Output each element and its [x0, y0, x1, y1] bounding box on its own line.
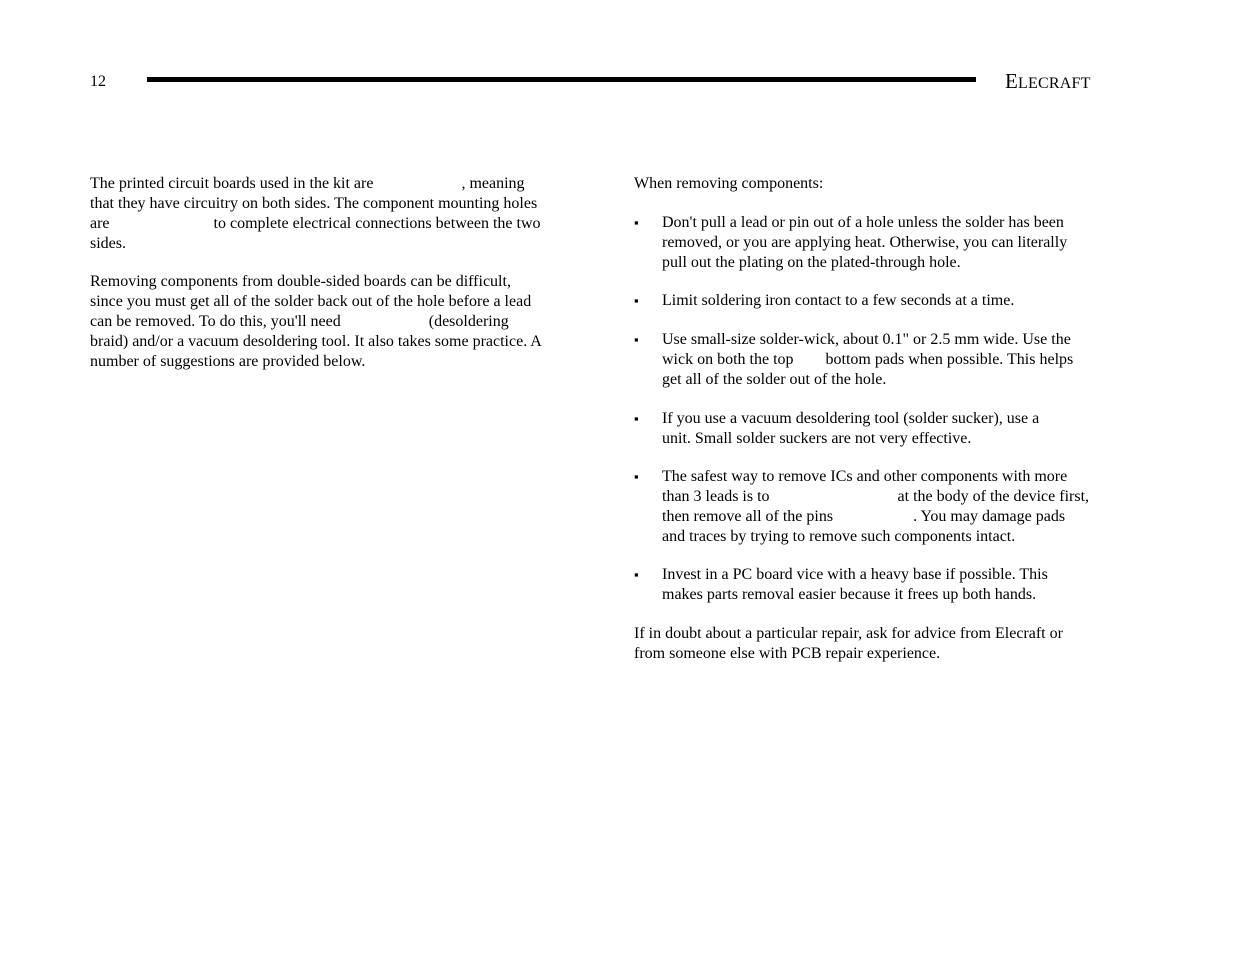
text-line: Removing components from double-sided boards can be difficult,	[90, 273, 511, 290]
bullet-marker: ▪	[634, 469, 639, 484]
text-line: can be removed. To do this, you'll need (desoldering	[90, 313, 509, 330]
text-line: Invest in a PC board vice with a heavy base if possible. This	[662, 566, 1048, 583]
bullet-item-vacuum-tool	[634, 409, 1124, 449]
page-header	[0, 0, 1235, 110]
intro-paragraph	[634, 174, 1124, 194]
closing-paragraph	[634, 624, 1124, 664]
text-line: get all of the solder out of the hole.	[662, 371, 887, 388]
bullet-item-board-vice	[634, 565, 1124, 605]
page-number: 12	[90, 73, 106, 90]
text-line: braid) and/or a vacuum desoldering tool. It also takes some practice. A	[90, 333, 542, 350]
right-column	[634, 174, 1124, 664]
paragraph-removing-components	[90, 272, 580, 372]
text-line: The printed circuit boards used in the kit are , meaning	[90, 175, 525, 192]
text-line: If in doubt about a particular repair, ask for advice from Elecraft or	[634, 625, 1063, 642]
text-line: The safest way to remove ICs and other components with more	[662, 468, 1068, 485]
bullet-item-ic-removal	[634, 467, 1124, 547]
text-line: When removing components:	[634, 175, 824, 192]
bullet-marker: ▪	[634, 215, 639, 230]
text-line: than 3 leads is to at the body of the device first,	[662, 488, 1090, 505]
text-line: that they have circuitry on both sides. The component mounting holes	[90, 195, 538, 212]
brand-rest: LECRAFT	[1018, 75, 1091, 92]
text-line: wick on both the top bottom pads when possible. This helps	[662, 351, 1074, 368]
text-line: Don't pull a lead or pin out of a hole unless the solder has been	[662, 214, 1064, 231]
brand-initial: E	[1005, 69, 1019, 93]
text-line: then remove all of the pins . You may damage pads	[662, 508, 1066, 525]
text-line: pull out the plating on the plated-through hole.	[662, 254, 961, 271]
text-line: since you must get all of the solder back out of the hole before a lead	[90, 293, 532, 310]
text-line: makes parts removal easier because it frees up both hands.	[662, 586, 1037, 603]
text-line: number of suggestions are provided below.	[90, 353, 366, 370]
text-line: Limit soldering iron contact to a few seconds at a time.	[662, 292, 1015, 309]
bullet-item-iron-contact	[634, 291, 1124, 311]
text-line: If you use a vacuum desoldering tool (solder sucker), use a	[662, 410, 1040, 427]
bullet-marker: ▪	[634, 332, 639, 347]
text-line: Use small-size solder-wick, about 0.1" or 2.5 mm wide. Use the	[662, 331, 1071, 348]
left-column	[90, 174, 580, 372]
text-line: and traces by trying to remove such components intact.	[662, 528, 1016, 545]
paragraph-double-sided-boards	[90, 174, 580, 254]
text-line: from someone else with PCB repair experience.	[634, 645, 941, 662]
header-rule	[147, 77, 976, 82]
text-line: are to complete electrical connections between the two	[90, 215, 541, 232]
bullet-marker: ▪	[634, 411, 639, 426]
bullet-item-solder-wick	[634, 330, 1124, 390]
bullet-item-lead-removal	[634, 213, 1124, 273]
bullet-marker: ▪	[634, 293, 639, 308]
bullet-marker: ▪	[634, 567, 639, 582]
text-line: sides.	[90, 235, 126, 252]
brand-logo-text	[1005, 68, 1091, 97]
text-line: unit. Small solder suckers are not very effective.	[662, 430, 972, 447]
text-line: removed, or you are applying heat. Otherwise, you can literally	[662, 234, 1068, 251]
